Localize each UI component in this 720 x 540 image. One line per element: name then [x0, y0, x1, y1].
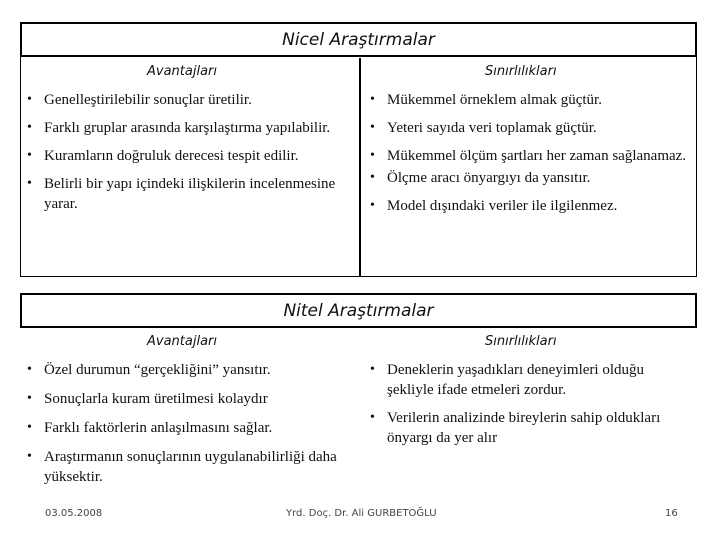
- quantitative-title: Nicel Araştırmalar: [20, 22, 697, 57]
- qualitative-limitations-header: Sınırlılıkları: [485, 334, 557, 349]
- list-item: • Deneklerin yaşadıkları deneyimleri olduğu şekliyle ifade etmeleri zordur.: [367, 360, 692, 400]
- list-item: • Model dışındaki veriler ile ilgilenmez.: [367, 196, 692, 216]
- list-item: • Farklı gruplar arasında karşılaştırma yapılabilir.: [24, 118, 354, 138]
- list-item: • Kuramların doğruluk derecesi tespit edilir.: [24, 146, 354, 166]
- list-item: • Genelleştirilebilir sonuçlar üretilir.: [24, 90, 354, 110]
- list-item: • Özel durumun “gerçekliğini” yansıtır.: [24, 360, 359, 380]
- footer-date: 03.05.2008: [45, 508, 103, 519]
- qualitative-limitations-list: [367, 360, 692, 456]
- list-item: • Belirli bir yapı içindeki ilişkilerin incelenmesine yarar.: [24, 174, 354, 214]
- footer-page-number: 16: [665, 508, 678, 519]
- quantitative-divider: [359, 58, 361, 277]
- list-item: • Farklı faktörlerin anlaşılmasını sağlar.: [24, 418, 359, 438]
- quantitative-advantages-list: [24, 90, 354, 222]
- qualitative-title: Nitel Araştırmalar: [20, 293, 697, 328]
- qualitative-advantages-header: Avantajları: [147, 334, 218, 349]
- list-item: • Mükemmel örneklem almak güçtür.: [367, 90, 692, 110]
- qualitative-advantages-list: [24, 360, 359, 495]
- quantitative-limitations-list: [367, 90, 692, 224]
- quantitative-limitations-header: Sınırlılıkları: [485, 64, 557, 79]
- list-item: • Araştırmanın sonuçlarının uygulanabilirliği daha yüksektir.: [24, 447, 359, 487]
- footer-author: Yrd. Doç. Dr. Ali GURBETOĞLU: [286, 508, 437, 519]
- list-item: • Mükemmel ölçüm şartları her zaman sağlanamaz.: [367, 146, 692, 166]
- list-item: • Sonuçlarla kuram üretilmesi kolaydır: [24, 389, 359, 409]
- list-item: • Ölçme aracı önyargıyı da yansıtır.: [367, 168, 692, 188]
- quantitative-advantages-header: Avantajları: [147, 64, 218, 79]
- list-item: • Yeteri sayıda veri toplamak güçtür.: [367, 118, 692, 138]
- list-item: • Verilerin analizinde bireylerin sahip oldukları önyargı da yer alır: [367, 408, 692, 448]
